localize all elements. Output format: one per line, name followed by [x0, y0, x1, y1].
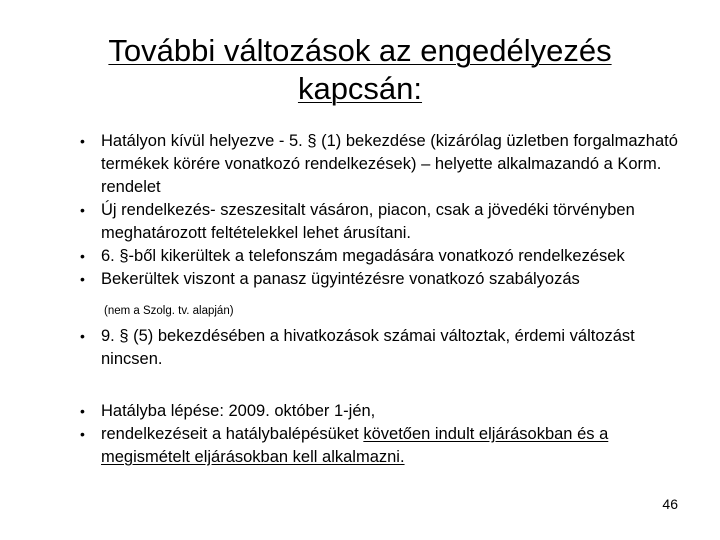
bullet-marker: • — [80, 328, 85, 344]
bullet-text: 6. §-ből kikerültek a telefonszám megadására vonatkozó rendelkezések — [101, 247, 625, 265]
bullet-marker: • — [80, 248, 85, 264]
bullet-list-effective-date — [80, 400, 692, 469]
bullet-item — [80, 325, 692, 371]
page-number: 46 — [662, 496, 678, 512]
bullet-text: rendelkezéseit a hatálybalépésüket — [101, 425, 364, 443]
bullet-item — [80, 423, 692, 469]
bullet-list-section-9 — [80, 325, 692, 371]
bullet-text: Új rendelkezés- szeszesitalt vásáron, piacon, csak a jövedéki törvényben meghatározott feltételekkel lehet árusítani. — [101, 201, 635, 242]
bullet-text: Hatályba lépése: 2009. október 1-jén, — [101, 402, 376, 420]
bullet-text: 9. § (5) bekezdésében a hivatkozások számai változtak, érdemi változást nincsen. — [101, 327, 635, 368]
slide-title — [60, 32, 660, 108]
bullet-item — [80, 199, 692, 245]
bullet-list-main — [80, 130, 692, 291]
bullet-item — [80, 130, 692, 199]
bullet-item — [80, 268, 692, 291]
bullet-marker: • — [80, 426, 85, 442]
source-note: (nem a Szolg. tv. alapján) — [104, 305, 234, 317]
bullet-marker: • — [80, 403, 85, 419]
bullet-text: Bekerültek viszont a panasz ügyintézésre vonatkozó szabályozás — [101, 270, 580, 288]
bullet-item — [80, 245, 692, 268]
bullet-marker: • — [80, 202, 85, 218]
bullet-text: Hatályon kívül helyezve - 5. § (1) bekezdése (kizárólag üzletben forgalmazható termékek körére vonatkozó rendelkezések) – helyette alkalmazandó a Korm. rendelet — [101, 132, 678, 196]
title-line-2: kapcsán: — [297, 71, 423, 106]
bullet-marker: • — [80, 133, 85, 149]
underlined-text: követően indult eljárásokban és a megismételt eljárásokban kell alkalmazni. — [101, 425, 609, 466]
title-line-1: További változások az engedélyezés — [108, 33, 612, 68]
bullet-marker: • — [80, 271, 85, 287]
bullet-item — [80, 400, 692, 423]
